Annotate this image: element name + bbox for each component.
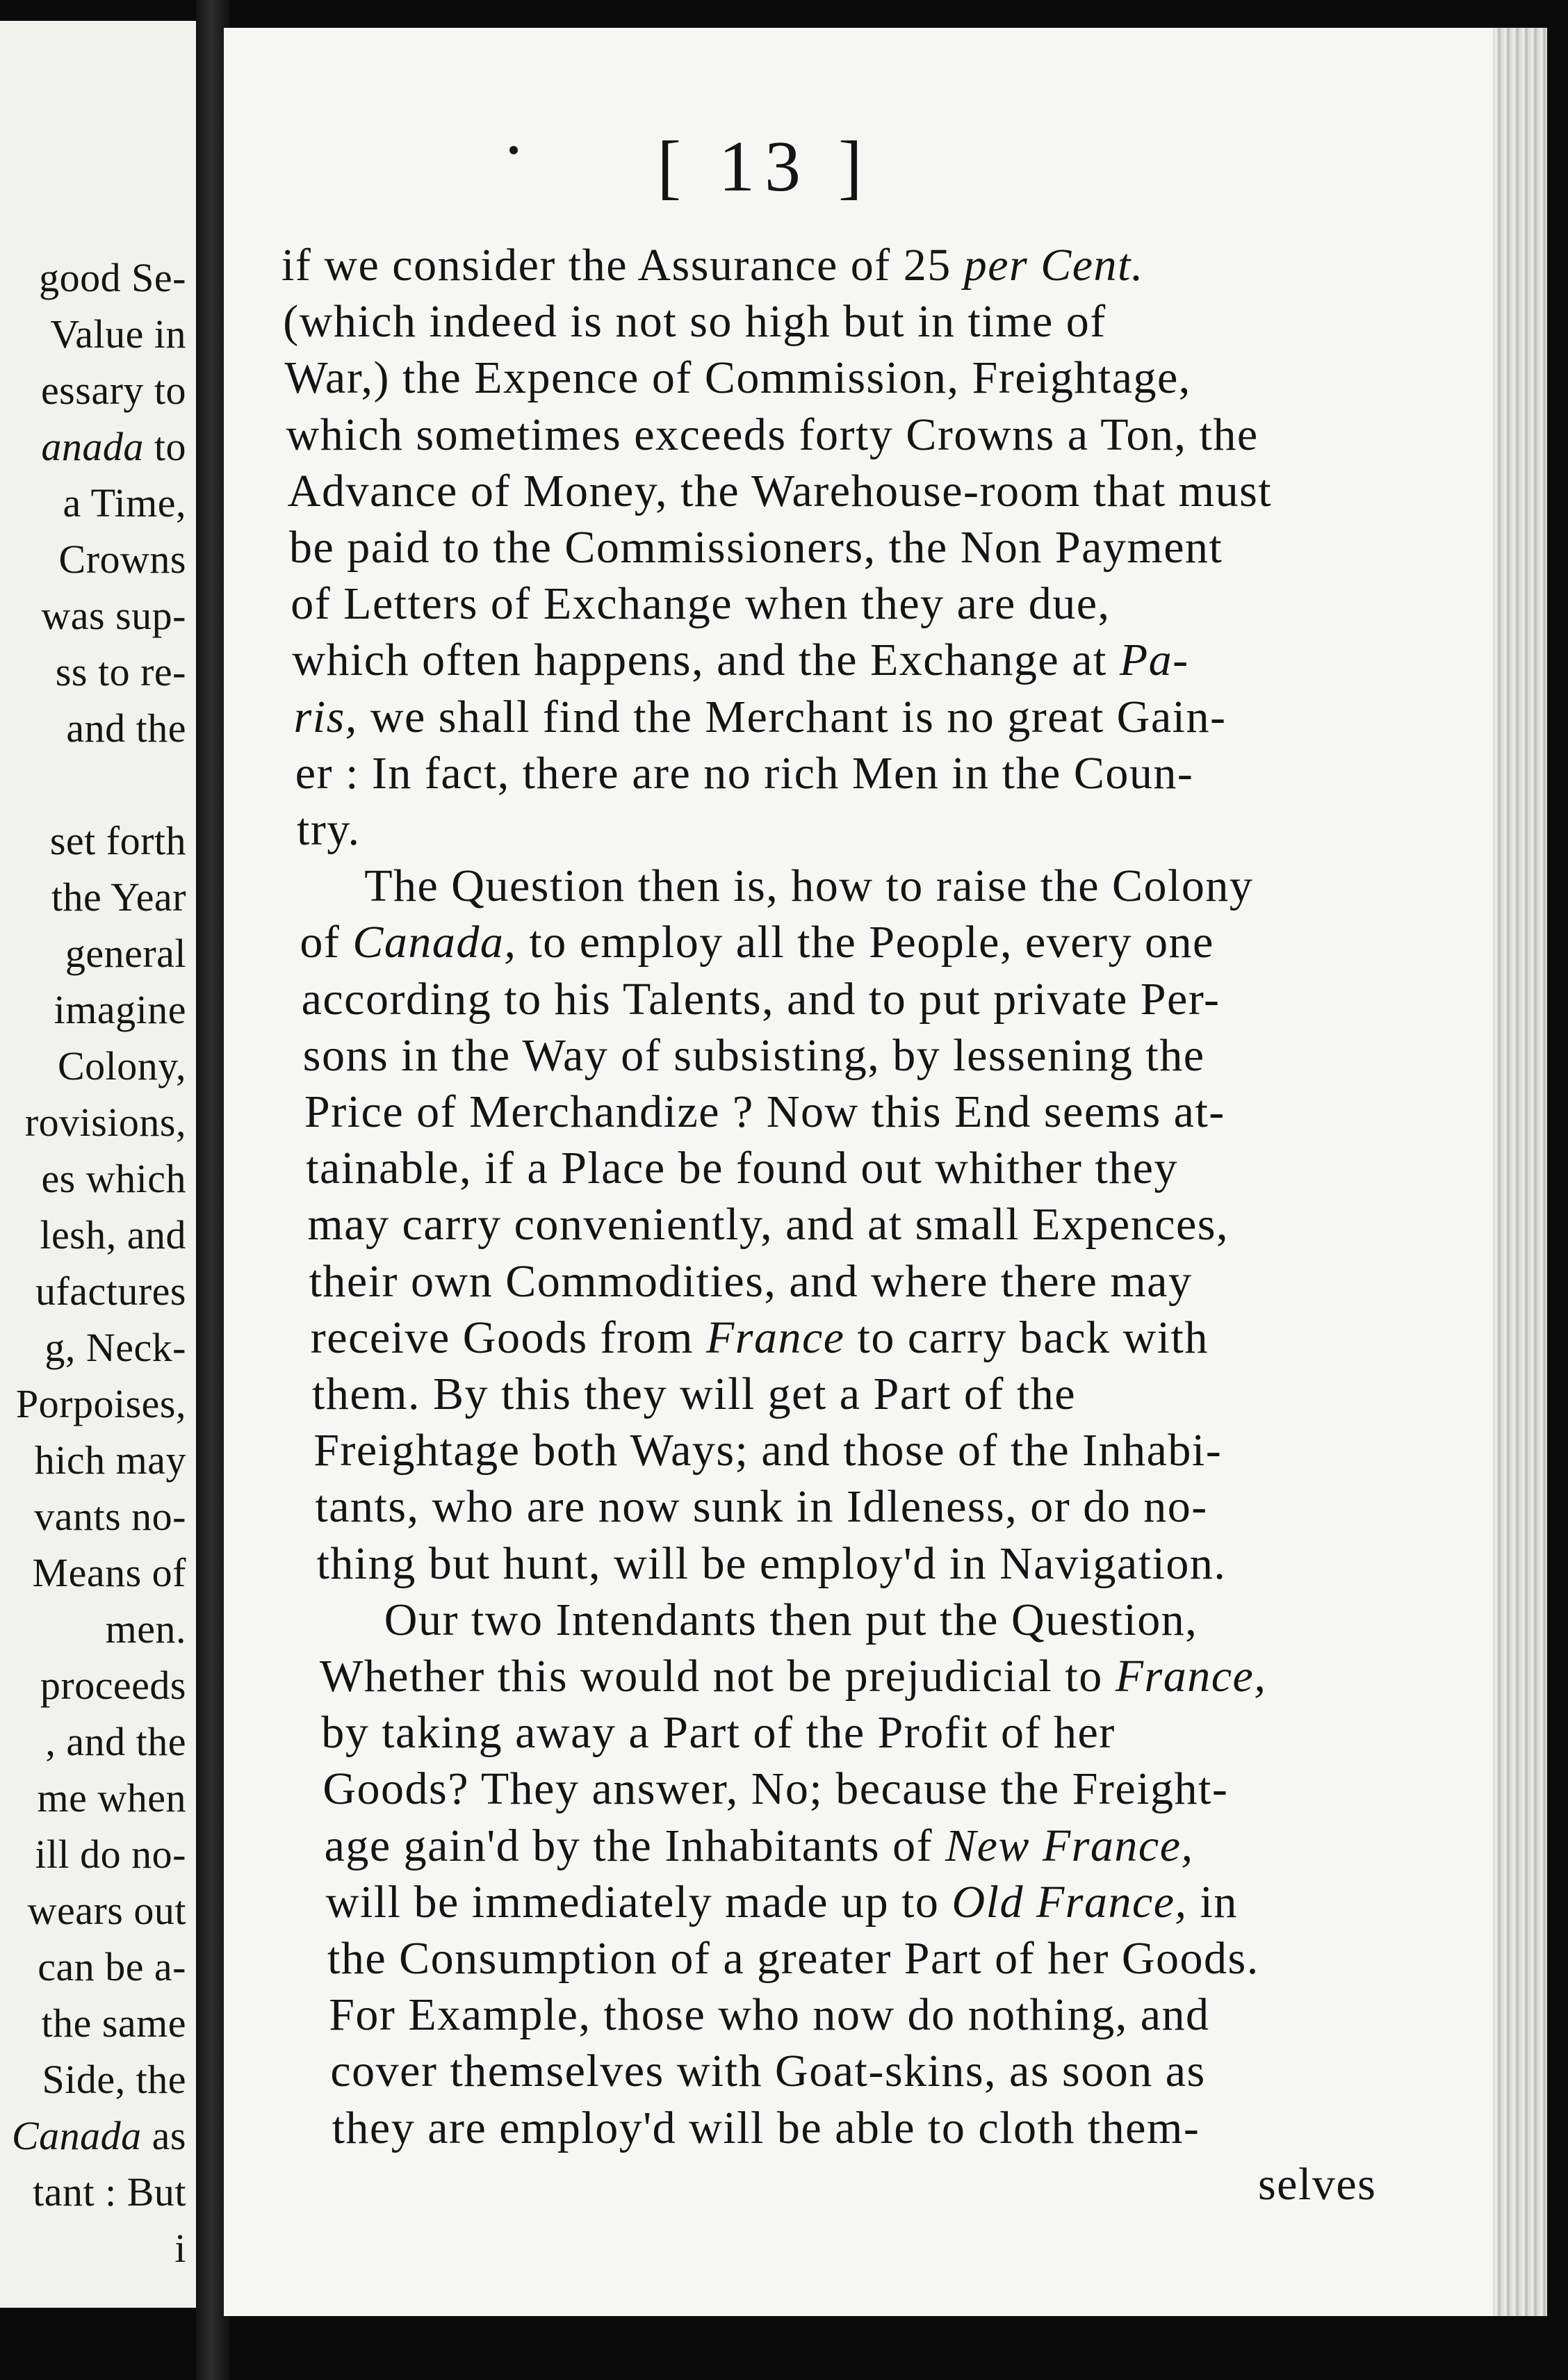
facing-page-line: the Year: [51, 874, 186, 920]
catchword: selves: [1258, 2158, 1377, 2210]
text-line: receive Goods from France to carry back with: [310, 1312, 1209, 1363]
facing-page-line: ill do no-: [35, 1832, 186, 1877]
text-line: cover themselves with Goat-skins, as soon as: [330, 2046, 1206, 2097]
facing-page-line: Porpoises,: [15, 1381, 186, 1426]
text-line: (which indeed is not so high but in time of: [283, 296, 1106, 348]
text-line: they are employ'd will be able to cloth them-: [332, 2102, 1200, 2153]
text-line: War,) the Expence of Commission, Freightage,: [284, 352, 1191, 404]
facing-page-line: essary to: [40, 368, 186, 413]
text-line: which often happens, and the Exchange at Pa-: [292, 635, 1189, 686]
text-line: The Question then is, how to raise the Colony: [364, 861, 1254, 912]
text-line: thing but hunt, will be employ'd in Navigation.: [316, 1538, 1227, 1589]
text-line: will be immediately made up to Old France, in: [325, 1876, 1238, 1927]
text-line: if we consider the Assurance of 25 per Cent.: [281, 240, 1144, 291]
text-line: Goods? They answer, No; because the Freight-: [322, 1763, 1229, 1815]
facing-page-line: imagine: [54, 987, 186, 1032]
text-line: For Example, those who now do nothing, and: [329, 1989, 1210, 2041]
facing-page-line: Side, the: [42, 2057, 186, 2102]
page-edges: [1493, 28, 1547, 2316]
text-line: tants, who are now sunk in Idleness, or do no-: [315, 1481, 1208, 1533]
text-line: of Letters of Exchange when they are due,: [291, 578, 1111, 630]
text-line: Price of Merchandize ? Now this End seems at-: [304, 1086, 1225, 1137]
text-line: which sometimes exceeds forty Crowns a Ton, the: [286, 409, 1259, 460]
facing-page-line: proceeds: [40, 1663, 186, 1708]
facing-page-line: men.: [105, 1606, 186, 1652]
facing-page-line: Canada as: [11, 2113, 186, 2158]
facing-page-line: and the: [66, 706, 186, 751]
facing-page-line: , and the: [45, 1719, 186, 1764]
text-line: er : In fact, there are no rich Men in the Coun-: [295, 747, 1194, 799]
facing-page-line: set forth: [49, 818, 186, 863]
text-line: Whether this would not be prejudicial to France,: [320, 1651, 1267, 1702]
facing-page-fragment: [0, 21, 196, 2308]
text-line: ris, we shall find the Merchant is no great Gain-: [293, 691, 1227, 742]
facing-page-line: the same: [41, 2000, 186, 2046]
text-line: of Canada, to employ all the People, every one: [300, 917, 1214, 968]
facing-page-line: wears out: [27, 1888, 186, 1933]
facing-page-line: Crowns: [58, 537, 186, 582]
facing-page-line: ufactures: [35, 1269, 186, 1314]
facing-page-line: hich may: [34, 1437, 186, 1483]
text-line: be paid to the Commissioners, the Non Payment: [289, 522, 1223, 573]
text-line: Freightage both Ways; and those of the Inhabi-: [313, 1425, 1223, 1476]
facing-page-line: a Time,: [63, 480, 186, 525]
facing-page-line: lesh, and: [40, 1212, 186, 1257]
facing-page-line: Means of: [32, 1550, 186, 1595]
facing-page-line: tant : But: [33, 2169, 186, 2215]
ink-dot: [509, 146, 518, 154]
text-line: try.: [297, 804, 361, 855]
text-line: according to his Talents, and to put private Per-: [301, 973, 1220, 1025]
text-line: them. By this they will get a Part of the: [312, 1369, 1077, 1419]
text-line: the Consumption of a greater Part of her Goods.: [327, 1933, 1259, 1984]
facing-page-line: es which: [41, 1156, 186, 1201]
text-line: age gain'd by the Inhabitants of New France,: [324, 1820, 1194, 1871]
page-number: [ 13 ]: [657, 127, 872, 206]
text-line: Advance of Money, the Warehouse-room that must: [287, 465, 1273, 516]
text-line: their own Commodities, and where there may: [309, 1255, 1193, 1307]
facing-page-line: vants no-: [34, 1494, 186, 1539]
text-line: may carry conveniently, and at small Expences,: [307, 1199, 1229, 1250]
text-line: Our two Intendants then put the Question,: [384, 1594, 1198, 1645]
facing-page-line: i: [174, 2226, 186, 2271]
text-line: tainable, if a Place be found out whither they: [306, 1143, 1178, 1194]
facing-page-line: ss to re-: [55, 649, 186, 694]
facing-page-line: rovisions,: [24, 1100, 186, 1145]
facing-page-line: good Se-: [39, 255, 186, 300]
facing-page-line: can be a-: [38, 1944, 186, 1989]
facing-page-line: general: [65, 931, 186, 976]
text-line: sons in the Way of subsisting, by lessening the: [302, 1029, 1205, 1081]
facing-page-line: anada to: [41, 424, 186, 469]
facing-page-line: was sup-: [41, 593, 186, 638]
facing-page-line: Value in: [50, 311, 186, 357]
facing-page-line: g, Neck-: [44, 1325, 186, 1370]
text-line: by taking away a Part of the Profit of her: [321, 1707, 1116, 1759]
facing-page-line: Colony,: [57, 1043, 186, 1089]
facing-page-line: me when: [37, 1775, 186, 1820]
